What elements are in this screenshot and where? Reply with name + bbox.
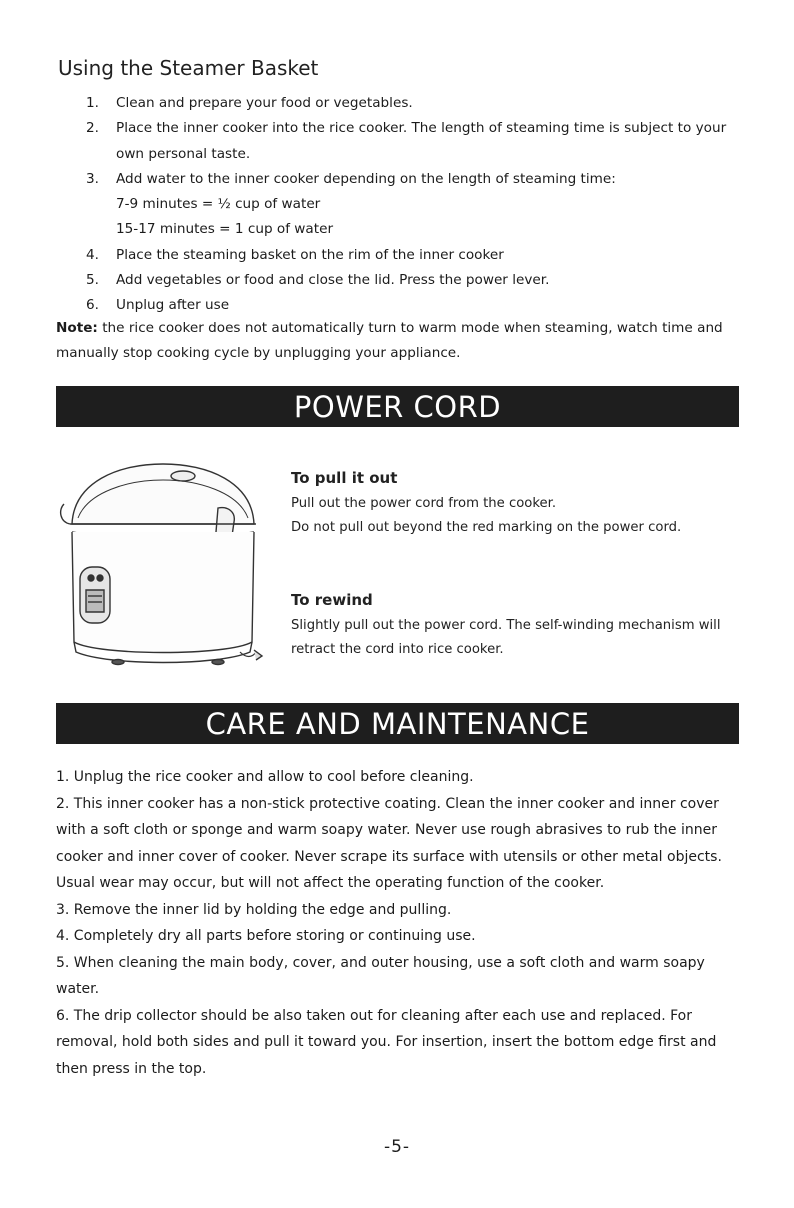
step-number: 3. <box>86 170 99 187</box>
step-text: Place the steaming basket on the rim of the inner cooker <box>116 246 504 263</box>
list-item: 5. When cleaning the main body, cover, and outer housing, use a soft cloth and warm soapy water. <box>56 954 705 997</box>
section-heading-steamer: Using the Steamer Basket <box>58 56 319 80</box>
step-text: Add water to the inner cooker depending on the length of steaming time: <box>116 170 616 187</box>
list-item <box>86 293 746 318</box>
step-text: Clean and prepare your food or vegetables. <box>116 95 413 111</box>
rewind-title: To rewind <box>291 591 373 609</box>
list-item <box>86 268 746 293</box>
list-item <box>86 243 746 268</box>
list-item <box>86 167 746 192</box>
pull-out-title: To pull it out <box>291 469 398 487</box>
list-item: 4. Completely dry all parts before storing or continuing use. <box>56 928 476 944</box>
timing-line: 7-9 minutes = ½ cup of water <box>116 196 321 213</box>
step-text: Place the inner cooker into the rice cooker. The length of steaming time is subject to your own personal taste. <box>116 120 727 162</box>
step-number: 5. <box>86 272 99 289</box>
step-number: 6. <box>86 297 99 314</box>
step-text: Add vegetables or food and close the lid. Press the power lever. <box>116 272 550 289</box>
care-maintenance-banner: CARE AND MAINTENANCE <box>56 703 739 744</box>
timing-line: 15-17 minutes = 1 cup of water <box>116 221 334 238</box>
note-label: Note: <box>56 320 98 336</box>
pull-out-text <box>291 492 741 540</box>
note-text: the rice cooker does not automatically turn to warm mode when steaming, watch time and manually stop cooking cycle by unplugging your appliance. <box>56 320 723 361</box>
pull-out-line: Do not pull out beyond the red marking on the power cord. <box>291 520 682 535</box>
step-number: 1. <box>86 95 99 111</box>
page-number: -5- <box>383 1137 411 1157</box>
list-item <box>86 91 746 116</box>
power-cord-banner: POWER CORD <box>56 386 739 427</box>
step-number: 2. <box>86 120 99 137</box>
list-item: 1. Unplug the rice cooker and allow to cool before cleaning. <box>56 769 474 785</box>
rewind-text: Slightly pull out the power cord. The self-winding mechanism will retract the cord into rice cooker. <box>291 618 721 657</box>
steamer-steps-list <box>86 91 746 319</box>
step-number: 4. <box>86 246 99 263</box>
steaming-note <box>56 316 756 366</box>
pull-out-line: Pull out the power cord from the cooker. <box>291 496 557 511</box>
list-item: 6. The drip collector should be also taken out for cleaning after each use and replaced. For removal, hold both sides and pull it toward you. For insertion, insert the bottom edge first and then press in the top. <box>56 1007 717 1077</box>
list-item: 3. Remove the inner lid by holding the edge and pulling. <box>56 901 452 918</box>
list-item <box>86 116 746 167</box>
rice-cooker-illustration <box>58 452 268 682</box>
list-item: 2. This inner cooker has a non-stick protective coating. Clean the inner cooker and inner cover with a soft cloth or sponge and warm soapy water. Never use rough abrasives to rub the inner cooker and inner cover of cooker. Never scrape its surface with utensils or other metal objects. Usual wear may occur, but will not affect the operating function of the cooker. <box>56 795 722 891</box>
step-text: Unplug after use <box>116 297 230 314</box>
care-instructions <box>56 764 746 1082</box>
